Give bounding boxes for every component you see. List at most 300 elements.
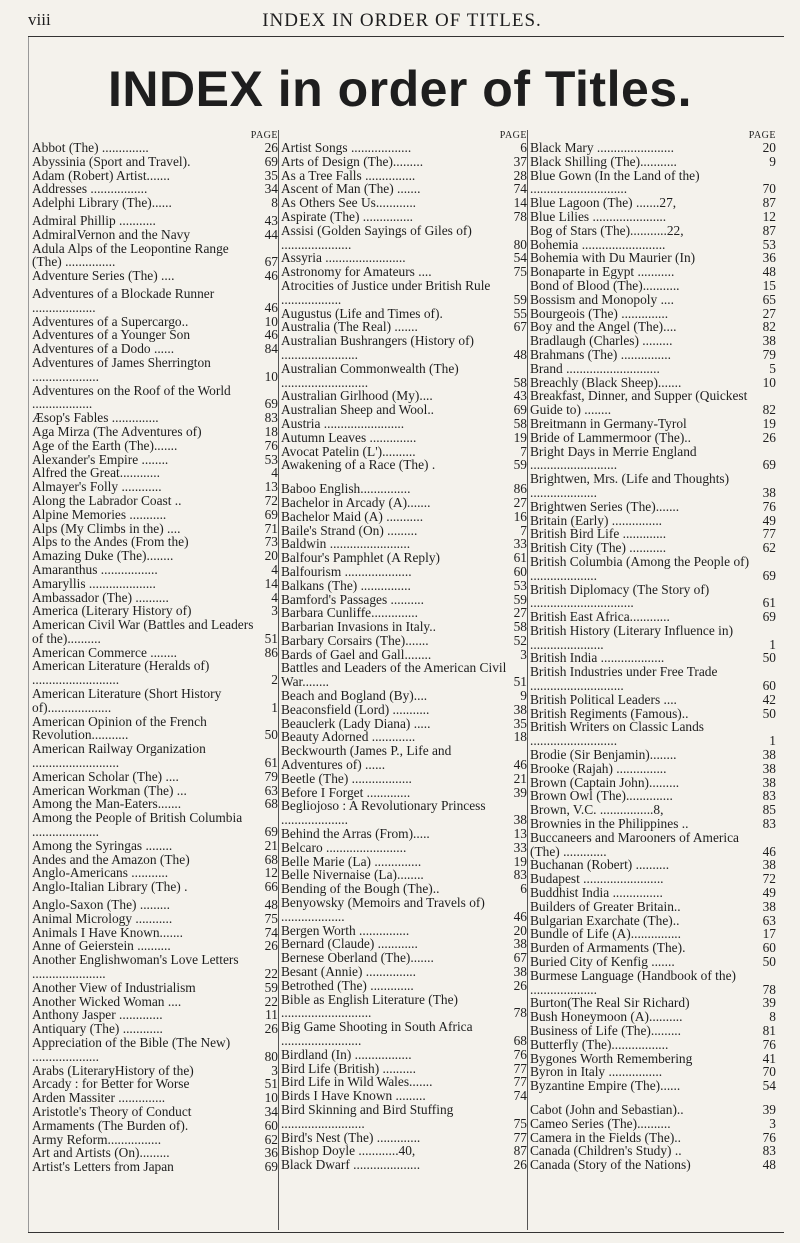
entry-page-number: 28: [513, 167, 527, 183]
index-entry: [281, 1158, 527, 1172]
entry-title: Bending of the Bough (The)..: [281, 881, 440, 897]
index-entry: [281, 979, 527, 993]
entry-page-number: 71: [264, 520, 278, 536]
index-entry: [281, 620, 527, 634]
entry-title: British Writers on Classic Lands ..........................: [530, 719, 705, 749]
entry-title: Canada (Story of the Nations): [530, 1157, 691, 1173]
entry-page-number: 53: [762, 236, 776, 252]
entry-title: AdmiralVernon and the Navy: [32, 226, 191, 242]
index-entry: [530, 320, 776, 334]
index-entry: [281, 1062, 527, 1076]
entry-page-number: 68: [513, 1033, 527, 1048]
entry-page-number: 76: [513, 1046, 527, 1062]
entry-page-number: 69: [264, 396, 278, 412]
index-entry: [281, 458, 527, 472]
index-entry: [32, 898, 278, 912]
index-entry: [281, 730, 527, 744]
entry-page-number: 20: [513, 922, 527, 938]
index-entry: [32, 269, 278, 283]
title-word: INDEX: [108, 61, 264, 117]
entry-title: Bond of Blood (The)...........: [530, 277, 680, 293]
index-entry: [530, 500, 776, 514]
entry-title: Bird's Nest (The) .............: [281, 1129, 421, 1145]
index-entry: [281, 1020, 527, 1048]
entry-page-number: 48: [513, 346, 527, 362]
entry-page-number: 3: [271, 603, 278, 619]
index-entry: [281, 744, 527, 772]
entry-title: Alexander's Empire ........: [32, 451, 169, 467]
entry-title: Black Shilling (The)...........: [530, 153, 677, 169]
index-entry: [281, 937, 527, 951]
entry-page-number: 76: [762, 498, 776, 514]
index-entry: [281, 417, 527, 431]
entry-page-number: 26: [264, 140, 278, 155]
entry-page-number: 11: [265, 1007, 278, 1023]
entry-page-number: 74: [264, 924, 278, 940]
entry-title: American Civil War (Battles and Leaders of the)..........: [32, 617, 254, 646]
entry-page-number: 3: [520, 646, 527, 662]
entry-page-number: 82: [762, 402, 776, 418]
index-entry: [281, 210, 527, 224]
entry-page-number: 33: [513, 839, 527, 855]
index-entry: [32, 659, 278, 687]
entry-title: Admiral Phillip ...........: [32, 212, 156, 228]
index-entry: [530, 224, 776, 238]
index-entry: [281, 445, 527, 459]
index-entry: [32, 926, 278, 940]
entry-page-number: 69: [513, 402, 527, 418]
index-entry: [530, 996, 776, 1010]
entry-title: Alpine Memories ...........: [32, 506, 167, 522]
entry-page-number: 60: [513, 563, 527, 579]
entry-page-number: 68: [264, 796, 278, 812]
entry-page-number: 55: [513, 305, 527, 321]
index-entry: [281, 993, 527, 1021]
entry-title: Belle Nivernaise (La)........: [281, 867, 424, 883]
entry-title: Birdland (In) .................: [281, 1046, 412, 1062]
index-entry: [32, 742, 278, 770]
entry-page-number: 26: [762, 429, 776, 445]
entry-page-number: 69: [762, 457, 776, 473]
index-entry: [530, 748, 776, 762]
entry-page-number: 1: [769, 636, 776, 652]
entry-title: Budapest ........................: [530, 871, 664, 887]
index-entry: [530, 1158, 776, 1172]
entry-page-number: 38: [762, 333, 776, 349]
entry-page-number: 5: [769, 360, 776, 376]
entry-page-number: 18: [513, 729, 527, 745]
entry-page-number: 59: [513, 457, 527, 473]
entry-page-number: 35: [264, 167, 278, 183]
entry-page-number: 49: [762, 512, 776, 528]
entry-page-number: 26: [513, 1157, 527, 1173]
entry-page-number: 87: [762, 222, 776, 238]
entry-title: Australian Sheep and Wool..: [281, 402, 435, 418]
entry-title: American Railway Organization ..........................: [32, 741, 206, 771]
index-entry: [281, 403, 527, 417]
entry-title: Austria ........................: [281, 415, 405, 431]
entry-title: Beauclerk (Lady Diana) .....: [281, 715, 431, 731]
index-entry: [530, 196, 776, 210]
entry-title: As a Tree Falls ...............: [281, 167, 416, 183]
entry-title: Byzantine Empire (The)......: [530, 1078, 681, 1094]
entry-page-number: 59: [513, 591, 527, 607]
entry-title: Breitmann in Germany-Tyrol: [530, 415, 687, 431]
entry-page-number: 83: [513, 867, 527, 883]
entry-page-number: 58: [513, 374, 527, 390]
index-entry: [281, 1144, 527, 1158]
entry-page-number: 38: [513, 964, 527, 980]
entry-title: Barbary Corsairs (The).......: [281, 632, 429, 648]
entry-title: Australia (The Real) .......: [281, 319, 418, 335]
entry-page-number: 33: [513, 536, 527, 552]
index-entry: [281, 965, 527, 979]
index-entry: [281, 841, 527, 855]
entry-title: Black Dwarf ....................: [281, 1157, 421, 1173]
entry-title: Alps (My Climbs in the) ....: [32, 520, 181, 536]
entry-page-number: 50: [264, 727, 278, 743]
entry-title: Another Englishwoman's Love Letters ......................: [32, 952, 239, 982]
entry-title: British Bird Life .............: [530, 526, 667, 542]
entry-title: Beetle (The) ..................: [281, 770, 412, 786]
entry-title: Amaranthus .................: [32, 561, 158, 577]
index-entry: [32, 169, 278, 183]
entry-title: Bulgarian Exarchate (The)..: [530, 912, 680, 928]
index-entry: [32, 604, 278, 618]
entry-title: Bamford's Passages ..........: [281, 591, 425, 607]
index-entry: [281, 551, 527, 565]
index-entry: [32, 1022, 278, 1036]
index-entry: [32, 466, 278, 480]
entry-title: British History (Literary Influence in) ......................: [530, 622, 734, 652]
entry-title: Blue Lilies ......................: [530, 208, 667, 224]
entry-title: British City (The) ...........: [530, 540, 667, 556]
index-entry: [32, 182, 278, 196]
entry-title: Buried City of Kenfig .......: [530, 954, 675, 970]
index-entry: [530, 872, 776, 886]
index-entry: [32, 866, 278, 880]
entry-title: Adventures of a Dodo ......: [32, 341, 175, 357]
entry-page-number: 69: [762, 567, 776, 583]
index-entry: [281, 251, 527, 265]
entry-page-number: 83: [264, 410, 278, 426]
page-title: [0, 60, 800, 118]
entry-page-number: 61: [762, 595, 776, 611]
running-title: INDEX IN ORDER OF TITLES.: [262, 10, 542, 31]
index-entry: [32, 839, 278, 853]
entry-title: Baile's Strand (On) .........: [281, 522, 418, 538]
index-entry: [530, 1117, 776, 1131]
entry-page-number: 8: [271, 195, 278, 211]
entry-title: Brightwen Series (The).......: [530, 498, 680, 514]
entry-title: Atrocities of Justice under British Rule ..................: [281, 277, 491, 307]
entry-page-number: 34: [264, 181, 278, 197]
entry-title: Bohemia .........................: [530, 236, 666, 252]
entry-title: Birds I Have Known .........: [281, 1088, 426, 1104]
index-entry: [32, 880, 278, 894]
entry-title: Augustus (Life and Times of).: [281, 305, 443, 321]
index-entry: [530, 941, 776, 955]
entry-page-number: 10: [264, 1090, 278, 1106]
entry-page-number: 46: [513, 908, 527, 924]
index-entry: [281, 224, 527, 252]
entry-page-number: 4: [271, 465, 278, 481]
index-entry: [281, 648, 527, 662]
entry-page-number: 83: [762, 788, 776, 804]
index-entry: [530, 955, 776, 969]
index-entry: [530, 693, 776, 707]
index-entry: [281, 924, 527, 938]
index-entry: [530, 155, 776, 169]
entry-title: Armaments (The Burden of).: [32, 1117, 189, 1133]
entry-page-number: 52: [513, 632, 527, 648]
entry-title: Age of the Earth (The).......: [32, 437, 178, 453]
title-word: order: [337, 61, 468, 117]
index-entry: [530, 376, 776, 390]
entry-title: Before I Forget .............: [281, 784, 411, 800]
index-entry: [530, 238, 776, 252]
entry-page-number: 39: [762, 995, 776, 1011]
entry-page-number: 72: [762, 871, 776, 887]
index-entry: [530, 210, 776, 224]
entry-page-number: 36: [762, 250, 776, 266]
entry-page-number: 26: [513, 977, 527, 993]
entry-page-number: 54: [762, 1078, 776, 1094]
entry-title: Bundle of Life (A)...............: [530, 926, 681, 942]
entry-title: Barbara Cunliffe..............: [281, 605, 418, 621]
entry-page-number: 76: [762, 1129, 776, 1145]
index-entry: [530, 720, 776, 748]
index-entry: [281, 510, 527, 524]
entry-title: Adelphi Library (The)......: [32, 195, 172, 211]
index-column-2: [281, 130, 527, 1172]
entry-title: British Regiments (Famous)..: [530, 705, 689, 721]
index-entry: [530, 445, 776, 473]
index-entry: [32, 591, 278, 605]
index-column-3: [530, 130, 776, 1172]
entry-page-number: 67: [264, 254, 278, 270]
index-entry: [32, 1036, 278, 1064]
entry-title: Black Mary .......................: [530, 140, 674, 155]
index-entry: [281, 496, 527, 510]
entry-title: Amaryllis ....................: [32, 575, 156, 591]
index-entry: [530, 610, 776, 624]
entry-page-number: 70: [762, 1064, 776, 1080]
index-entry: [281, 334, 527, 362]
index-entry: [281, 1089, 527, 1103]
index-entry: [281, 868, 527, 882]
entry-page-number: 14: [264, 575, 278, 591]
index-entry: [32, 287, 278, 315]
entry-title: Australian Commonwealth (The) ..........................: [281, 360, 459, 390]
entry-page-number: 80: [513, 236, 527, 252]
entry-title: Bird Life (British) ..........: [281, 1060, 417, 1076]
entry-title: Brown Owl (The)..............: [530, 788, 673, 804]
entry-page-number: 20: [264, 548, 278, 564]
entry-title: Beauty Adorned .............: [281, 729, 416, 745]
entry-title: Beckwourth (James P., Life and Adventures of) ......: [281, 743, 452, 773]
entry-title: Brown, V.C. ................8,: [530, 802, 664, 818]
entry-list: [281, 141, 527, 1172]
entry-title: Barbarian Invasions in Italy..: [281, 619, 436, 635]
index-entry: [530, 251, 776, 265]
entry-page-number: 67: [513, 319, 527, 335]
index-entry: [281, 565, 527, 579]
index-entry: [530, 914, 776, 928]
index-entry: [530, 927, 776, 941]
index-entry: [32, 577, 278, 591]
entry-title: Big Game Shooting in South Africa ........................: [281, 1019, 473, 1048]
entry-page-number: 59: [513, 291, 527, 307]
entry-title: Bernard (Claude) ............: [281, 936, 418, 952]
entry-page-number: 34: [264, 1103, 278, 1119]
entry-page-number: 77: [513, 1074, 527, 1090]
entry-page-number: 84: [264, 341, 278, 357]
entry-page-number: 63: [264, 782, 278, 798]
entry-page-number: 59: [264, 979, 278, 995]
entry-title: Awakening of a Race (The) .: [281, 457, 436, 473]
entry-page-number: 75: [264, 910, 278, 926]
index-entry: [281, 855, 527, 869]
entry-page-number: 44: [264, 226, 278, 242]
entry-title: Brodie (Sir Benjamin)........: [530, 747, 677, 763]
entry-page-number: 75: [513, 264, 527, 280]
index-entry: [281, 196, 527, 210]
index-entry: [32, 453, 278, 467]
entry-title: Breachly (Black Sheep).......: [530, 374, 682, 390]
index-entry: [32, 1119, 278, 1133]
index-entry: [32, 328, 278, 342]
index-entry: [281, 537, 527, 551]
entry-page-number: 69: [762, 609, 776, 625]
entry-page-number: 46: [513, 757, 527, 773]
index-entry: [281, 524, 527, 538]
entry-page-number: 7: [520, 522, 527, 538]
entry-title: Adventures of a Supercargo..: [32, 313, 189, 329]
index-entry: [32, 939, 278, 953]
entry-page-number: 13: [264, 479, 278, 495]
index-entry: [530, 1010, 776, 1024]
entry-title: Bards of Gael and Gall........: [281, 646, 432, 662]
entry-title: Assisi (Golden Sayings of Giles of) .....................: [281, 222, 472, 252]
index-entry: [281, 1131, 527, 1145]
index-entry: [32, 384, 278, 412]
entry-page-number: 53: [513, 577, 527, 593]
entry-title: Australian Bushrangers (History of) .......................: [281, 333, 475, 362]
title-word: in: [277, 61, 324, 117]
entry-page-number: 10: [762, 374, 776, 390]
entry-title: Bride of Lammermoor (The)..: [530, 429, 692, 445]
entry-title: Baldwin ........................: [281, 536, 411, 552]
entry-title: British Political Leaders ....: [530, 691, 677, 707]
entry-page-number: 43: [264, 212, 278, 228]
index-entry: [281, 265, 527, 279]
index-entry: [32, 687, 278, 715]
entry-title: Autumn Leaves ..............: [281, 429, 417, 445]
index-entry: [281, 606, 527, 620]
entry-title: Bernese Oberland (The).......: [281, 950, 434, 966]
column-separator: [278, 130, 279, 1230]
entry-page-number: 3: [769, 1115, 776, 1131]
entry-title: Arcady : for Better for Worse: [32, 1076, 190, 1092]
entry-title: Builders of Greater Britain..: [530, 898, 681, 914]
entry-page-number: 39: [513, 784, 527, 800]
index-entry: [530, 527, 776, 541]
entry-title: Aspirate (The) ...............: [281, 208, 414, 224]
entry-page-number: 58: [513, 619, 527, 635]
entry-title: Army Reform................: [32, 1131, 162, 1147]
index-entry: [281, 896, 527, 924]
entry-title: Balfour's Pamphlet (A Reply): [281, 550, 440, 566]
entry-page-number: 22: [264, 993, 278, 1009]
entry-page-number: 83: [762, 1143, 776, 1159]
entry-page-number: 53: [264, 451, 278, 467]
index-entry: [530, 472, 776, 500]
index-entry: [530, 1079, 776, 1093]
entry-page-number: 4: [271, 589, 278, 605]
entry-page-number: 77: [762, 526, 776, 542]
index-entry: [530, 389, 776, 417]
entry-page-number: 51: [264, 630, 278, 646]
entry-title: Adventures of a Younger Son: [32, 327, 191, 343]
entry-title: Bradlaugh (Charles) .........: [530, 333, 673, 349]
index-entry: [530, 293, 776, 307]
entry-title: American Workman (The) ...: [32, 782, 187, 798]
entry-title: Buccaneers and Marooners of America (The) .............: [530, 829, 739, 859]
index-entry: [32, 995, 278, 1009]
entry-title: Adula Alps of the Leopontine Range (The) ...............: [32, 240, 229, 270]
index-entry: [32, 549, 278, 563]
entry-page-number: 62: [762, 540, 776, 556]
entry-page-number: 62: [264, 1131, 278, 1147]
index-entry: [32, 770, 278, 784]
index-entry: [530, 265, 776, 279]
index-entry: [32, 563, 278, 577]
entry-title: Andes and the Amazon (The): [32, 851, 190, 867]
index-entry: [281, 703, 527, 717]
entry-title: American Opinion of the French Revolution...........: [32, 713, 207, 743]
entry-page-number: 38: [762, 857, 776, 873]
entry-page-number: 76: [264, 437, 278, 453]
index-entry: [32, 196, 278, 210]
entry-page-number: 49: [762, 885, 776, 901]
index-entry: [32, 1160, 278, 1174]
entry-page-number: 38: [762, 484, 776, 500]
index-entry: [281, 389, 527, 403]
entry-page-number: 70: [762, 181, 776, 197]
entry-title: Belcaro ........................: [281, 839, 407, 855]
entry-list: [32, 141, 278, 1174]
entry-title: Alfred the Great............: [32, 465, 160, 481]
entry-page-number: 27: [762, 305, 776, 321]
entry-page-number: 61: [513, 550, 527, 566]
entry-title: Camera in the Fields (The)..: [530, 1129, 681, 1145]
entry-title: Brown (Captain John).........: [530, 774, 680, 790]
entry-title: Anthony Jasper .............: [32, 1007, 163, 1023]
index-entry: [530, 417, 776, 431]
entry-title: Boy and the Angel (The)....: [530, 319, 677, 335]
index-entry: [32, 315, 278, 329]
entry-page-number: 60: [762, 678, 776, 694]
entry-title: Bush Honeymoon (A)..........: [530, 1009, 683, 1025]
entry-page-number: 6: [520, 140, 527, 155]
entry-title: Battles and Leaders of the American Civil War........: [281, 660, 507, 690]
entry-page-number: 16: [513, 508, 527, 524]
index-entry: [530, 1144, 776, 1158]
entry-title: Brand ............................: [530, 360, 660, 376]
index-entry: [281, 141, 527, 155]
index-entry: [530, 541, 776, 555]
